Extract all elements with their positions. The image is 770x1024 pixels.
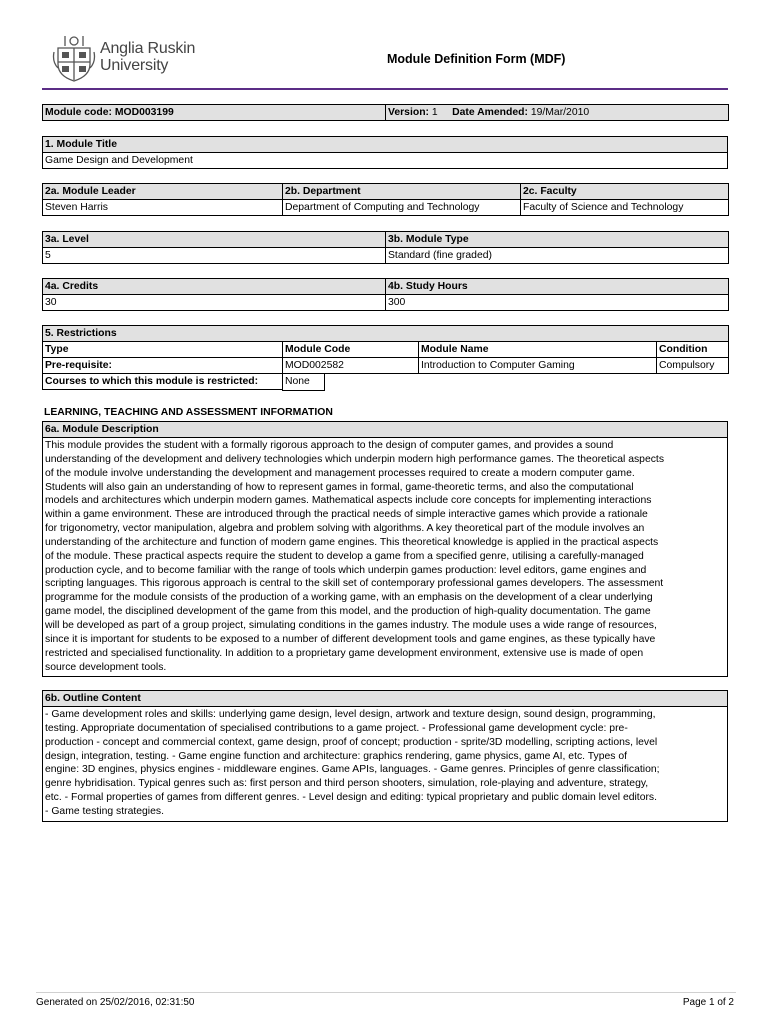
university-name-line2: University <box>100 57 169 74</box>
restrictions-table <box>42 325 729 390</box>
form-title: Module Definition Form (MDF) <box>387 52 566 66</box>
module-leader-table <box>42 183 729 216</box>
level-table <box>42 231 729 264</box>
module-description-text: This module provides the student with a formally rigorous approach to the design of computer games, and provides a sound understanding of the development and delivery technologies which underpin modern high performance games. The theoretical aspects of the module involve understanding the development and management processes required to create a modern computer game. Students will also gain an understanding of how to represent games in formal, game-theoretic terms, and also the computational models and architectures which underpin modern games. Mathematical aspects include core concepts for implementing interactions within a game environment. These are introduced through the practical needs of simple interactive games which provide a rationale for trigonometry, vector manipulation, algebra and problem solving with algorithms. A key theoretical part of the module involves an understanding of the architecture and function of modern game engines. This theoretical knowledge is applied in the practical aspects of the module. These practical aspects require the student to develop a game from a specified genre, utilising a carefully-managed production cycle, and to become familiar with the range of tools which underpin games production: level editors, game engines and scripting languages. This rigorous approach is central to the skill set of contemporary professional games developers. The assessment programme for the module consists of the production of a working game, with an emphasis on the development of a clear underlying game model, the disciplined development of the game from this model, and the production of high-quality documentation. The game will be developed as part of a group project, simulating conditions in the games industry. The module uses a wide range of resources, since it is important for students to be exposed to a number of different development tools and game engines, as these typically have restricted and specialised functionality. In addition to a proprietary game development environment, extensive use is made of open source development tools. <box>45 440 665 673</box>
page-header <box>42 34 728 92</box>
module-code-table <box>42 104 729 121</box>
header-divider <box>42 88 728 90</box>
university-name <box>100 40 195 74</box>
table-row <box>43 374 729 390</box>
faculty-value: Faculty of Science and Technology <box>521 200 729 216</box>
prerequisite-name: Introduction to Computer Gaming <box>419 358 657 374</box>
university-name-line1: Anglia Ruskin <box>100 40 196 57</box>
version-date-cell <box>386 105 729 121</box>
col-module-code: Module Code <box>283 342 419 358</box>
col-type: Type <box>43 342 283 358</box>
module-title-label: 1. Module Title <box>43 137 728 153</box>
generated-timestamp: Generated on 25/02/2016, 02:31:50 <box>36 997 195 1008</box>
table-row <box>43 358 729 374</box>
credits-table <box>42 278 729 311</box>
footer-divider <box>36 992 736 993</box>
module-code: Module code: MOD003199 <box>43 105 386 121</box>
divider <box>324 374 325 391</box>
department-label: 2b. Department <box>283 184 521 200</box>
module-title-value: Game Design and Development <box>43 153 728 169</box>
module-leader-label: 2a. Module Leader <box>43 184 283 200</box>
version-value: 1 <box>431 107 438 118</box>
credits-value: 30 <box>43 295 386 311</box>
lta-heading: LEARNING, TEACHING AND ASSESSMENT INFORMATION <box>44 407 333 418</box>
module-description-section <box>42 421 728 677</box>
faculty-label: 2c. Faculty <box>521 184 729 200</box>
prerequisite-code: MOD002582 <box>283 358 419 374</box>
outline-content-text: - Game development roles and skills: underlying game design, level design, artwork and texture design, sound design, programming, testing. Appropriate documentation of specialised contributions to a game project. - Professional game development cycle: pre- production - concept and commercial context, game design, proof of concept; production - sprite/3D modelling, scripting actions, level design, integration, testing. - Game engine function and architecture: graphics rendering, game physics, game AI, etc. Types of engine: 3D engines, physics engines - middleware engines. Game APIs, languages. - Game genres. Principles of genre classification; genre hybridisation. Typical genres such as: first person and third person shooters, simulation, role-playing and adventure, strategy, etc. - Formal properties of games from different genres. - Level design and editing: typical proprietary and public domain level editors. - Game testing strategies. <box>45 709 660 817</box>
prerequisite-label: Pre-requisite: <box>43 358 283 374</box>
divider <box>282 390 324 391</box>
university-crest-icon <box>52 34 96 82</box>
col-condition: Condition <box>657 342 729 358</box>
module-type-label: 3b. Module Type <box>386 232 729 248</box>
prerequisite-condition: Compulsory <box>657 358 729 374</box>
restricted-courses-label: Courses to which this module is restricted: <box>43 374 283 390</box>
study-hours-label: 4b. Study Hours <box>386 279 729 295</box>
outline-content-label: 6b. Outline Content <box>43 691 727 707</box>
restricted-courses-text: None <box>285 376 310 388</box>
level-value: 5 <box>43 248 386 264</box>
level-label: 3a. Level <box>43 232 386 248</box>
module-type-value: Standard (fine graded) <box>386 248 729 264</box>
outline-content-section <box>42 690 728 822</box>
version-label: Version: <box>388 107 429 118</box>
col-module-name: Module Name <box>419 342 657 358</box>
restricted-courses-value <box>283 374 729 390</box>
date-amended-value: 19/Mar/2010 <box>530 107 590 118</box>
date-amended-label: Date Amended: <box>452 107 528 118</box>
study-hours-value: 300 <box>386 295 729 311</box>
module-description-label: 6a. Module Description <box>43 422 727 438</box>
university-logo <box>52 34 222 84</box>
restrictions-label: 5. Restrictions <box>43 326 729 342</box>
module-leader-value: Steven Harris <box>43 200 283 216</box>
credits-label: 4a. Credits <box>43 279 386 295</box>
department-value: Department of Computing and Technology <box>283 200 521 216</box>
module-title-table <box>42 136 728 169</box>
page-number: Page 1 of 2 <box>682 997 734 1008</box>
